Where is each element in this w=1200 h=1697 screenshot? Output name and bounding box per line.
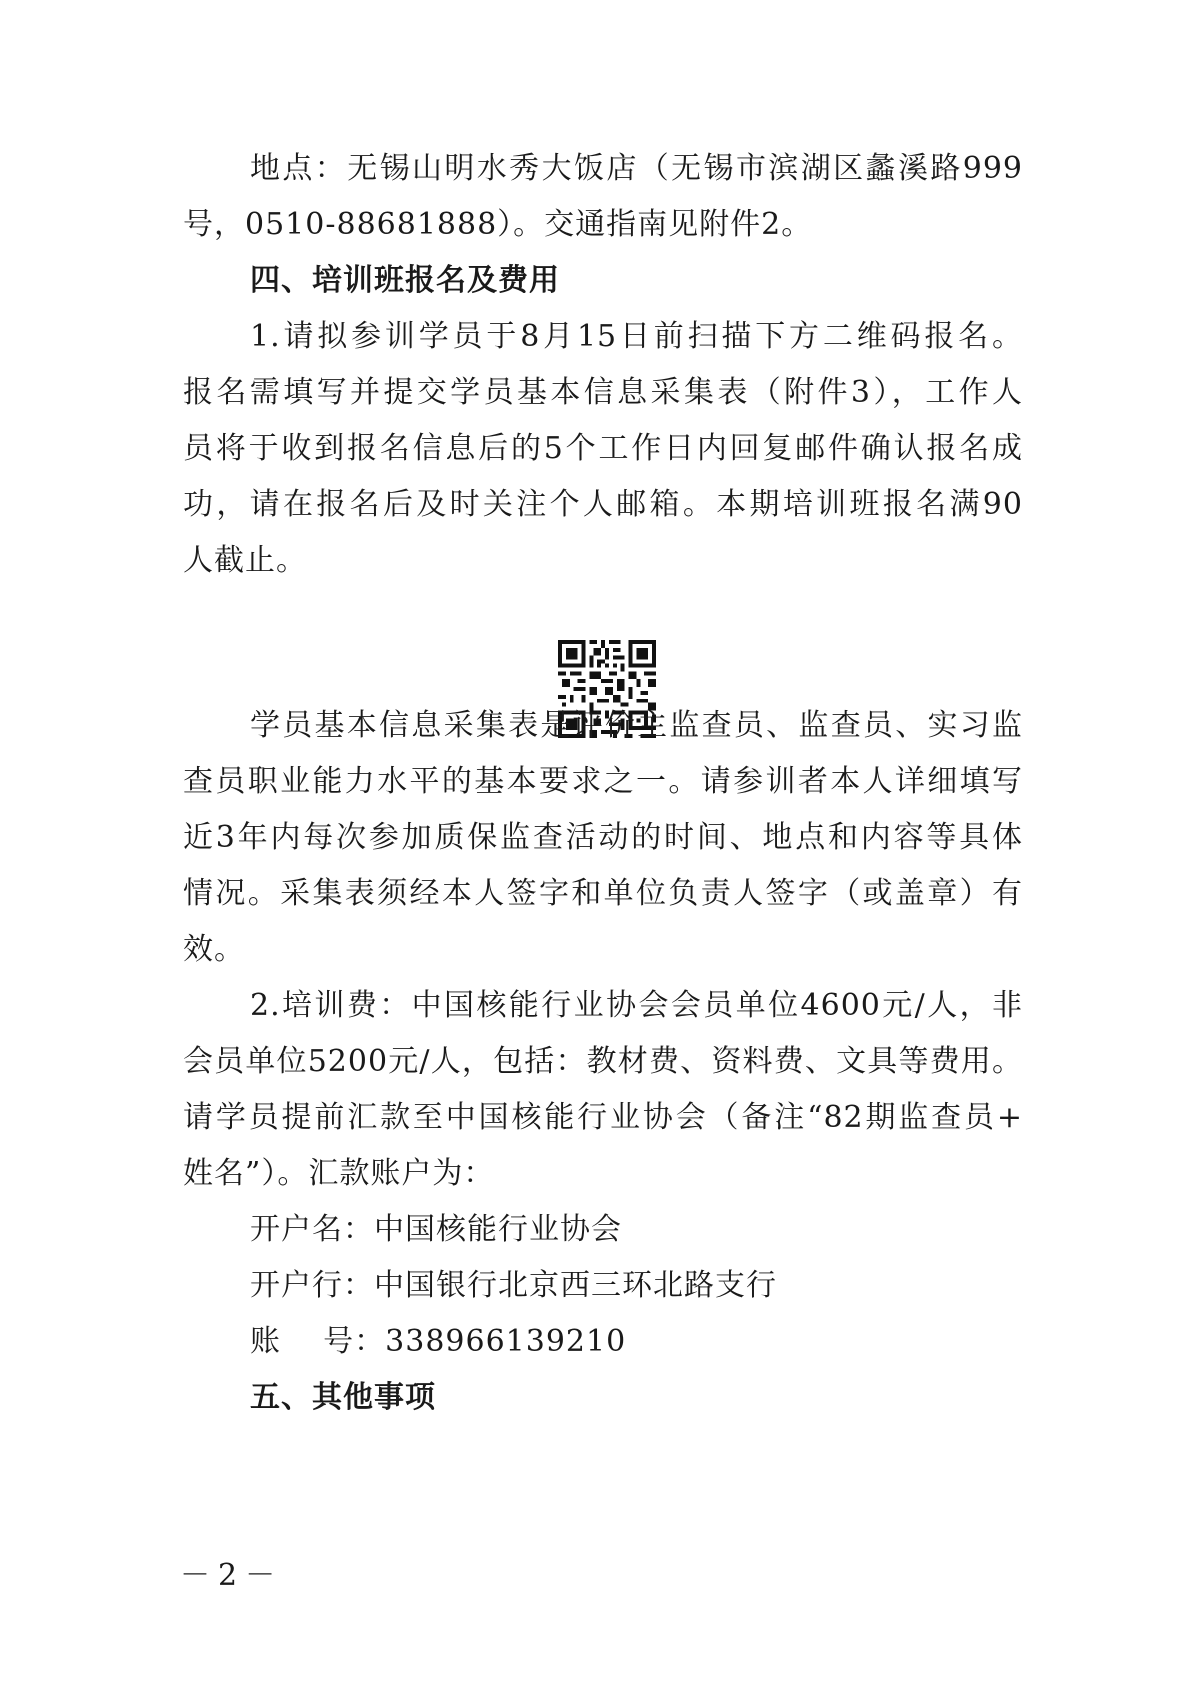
account-number: 账 号：338966139210 [250,1324,627,1359]
page-number: －2－ [180,1558,284,1593]
section-5-heading: 五、其他事项 [250,1380,436,1415]
section-4-heading: 四、培训班报名及费用 [250,263,560,298]
registration-line-5: 人截止。 [183,543,307,578]
fee-line-3: 请学员提前汇款至中国核能行业协会（备注“82期监查员+ [183,1100,1023,1135]
fee-line-1: 2.培训费：中国核能行业协会会员单位4600元/人，非 [250,988,1023,1023]
registration-line-4: 功，请在报名后及时关注个人邮箱。本期培训班报名满90 [183,487,1023,522]
info-form-line-3: 近3年内每次参加质保监查活动的时间、地点和内容等具体 [183,820,1023,855]
location-line-1: 地点：无锡山明水秀大饭店（无锡市滨湖区蠡溪路999 [250,151,1023,186]
info-form-line-4: 情况。采集表须经本人签字和单位负责人签字（或盖章）有 [183,876,1023,911]
info-form-line-1: 学员基本信息采集表是评价主监查员、监查员、实习监 [250,708,1023,743]
info-form-line-2: 查员职业能力水平的基本要求之一。请参训者本人详细填写 [183,764,1023,799]
info-form-line-5: 效。 [183,932,245,967]
fee-line-4: 姓名”）。汇款账户为： [183,1156,495,1191]
registration-line-2: 报名需填写并提交学员基本信息采集表（附件3），工作人 [183,375,1023,410]
location-line-2: 号，0510-88681888）。交通指南见附件2。 [183,207,813,242]
account-name: 开户名：中国核能行业协会 [250,1212,622,1247]
account-bank: 开户行：中国银行北京西三环北路支行 [250,1268,777,1303]
registration-line-1: 1.请拟参训学员于8月15日前扫描下方二维码报名。 [250,319,1023,354]
registration-line-3: 员将于收到报名信息后的5个工作日内回复邮件确认报名成 [183,431,1023,466]
fee-line-2: 会员单位5200元/人，包括：教材费、资料费、文具等费用。 [183,1044,1023,1079]
